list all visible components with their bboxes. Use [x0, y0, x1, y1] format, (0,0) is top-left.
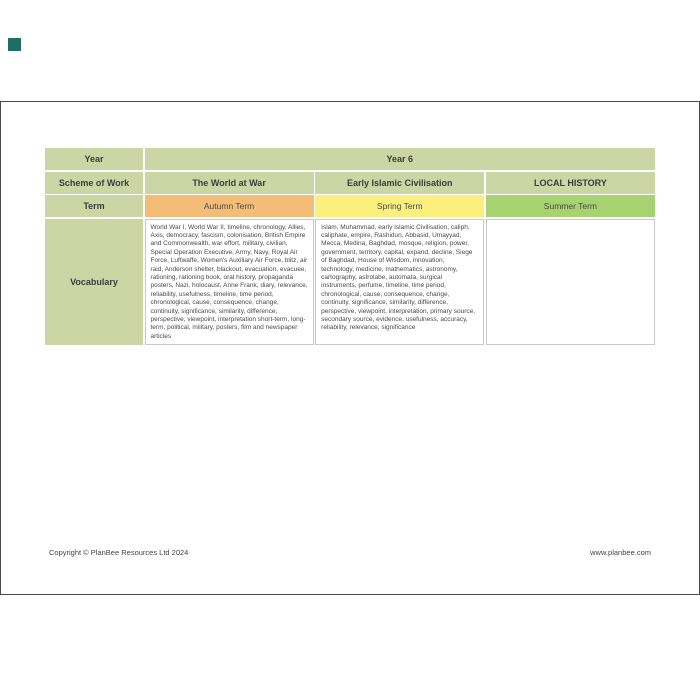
vocabulary-cell-spring: Islam, Muhammad, early Islamic Civilisation, caliph, caliphate, empire, Rashidun, Abbasid, Umayyad, Mecca, Medina, Baghdad, mosque, religion, power, government, territory, capital, expand, decline, Siege of Baghdad, House of Wisdom, innovation, technology, medicine, mathematics, astronomy, cartography, astrolabe, automata, surgical instruments, perfume, timeline, time period, chronological, cause, consequence, change, continuity, significance, similarity, difference, perspective, viewpoint, interpretation, primary source, secondary source, evidence, usefulness, accuracy, reliability, relevance, significance — [315, 219, 484, 345]
row-label-term: Term — [45, 195, 143, 217]
term-cell-autumn: Autumn Term — [145, 195, 314, 217]
vocabulary-cell-autumn: World War I, World War II, timeline, chronology, Allies, Axis, democracy, fascism, colonisation, British Empire and Commonwealth, war effort, military, civilian, Special Operation Executive, Army, Navy, Royal Air Force, Luftwaffe, Women's Auxiliary Air Force, blitz, air raid, Anderson shelter, blackout, evacuation, evacuee, rationing, rationing book, oral history, propaganda posters, Nazi, holocaust, Anne Frank, diary, relevance, reliability, usefulness, timeline, time period, chronological, cause, consequence, change, continuity, significance, similarity, difference, perspective, viewpoint, interpretation short-term, long-term, political, military, posters, film and newspaper articles — [145, 219, 314, 345]
document-page — [0, 101, 700, 595]
term-cell-summer: Summer Term — [486, 195, 655, 217]
curriculum-overview-table — [45, 148, 655, 345]
term-cell-spring: Spring Term — [315, 195, 484, 217]
copyright-text: Copyright © PlanBee Resources Ltd 2024 — [49, 548, 189, 557]
vocabulary-cell-summer — [486, 219, 655, 345]
row-label-scheme-of-work: Scheme of Work — [45, 172, 143, 194]
row-label-year: Year — [45, 148, 143, 170]
scheme-cell-early-islamic-civilisation: Early Islamic Civilisation — [315, 172, 484, 194]
year-value-cell: Year 6 — [145, 148, 656, 170]
website-url-text: www.planbee.com — [590, 548, 651, 557]
row-label-vocabulary: Vocabulary — [45, 219, 143, 345]
scheme-cell-local-history: LOCAL HISTORY — [486, 172, 655, 194]
scheme-cell-world-at-war: The World at War — [145, 172, 314, 194]
teal-accent-square — [8, 38, 21, 51]
